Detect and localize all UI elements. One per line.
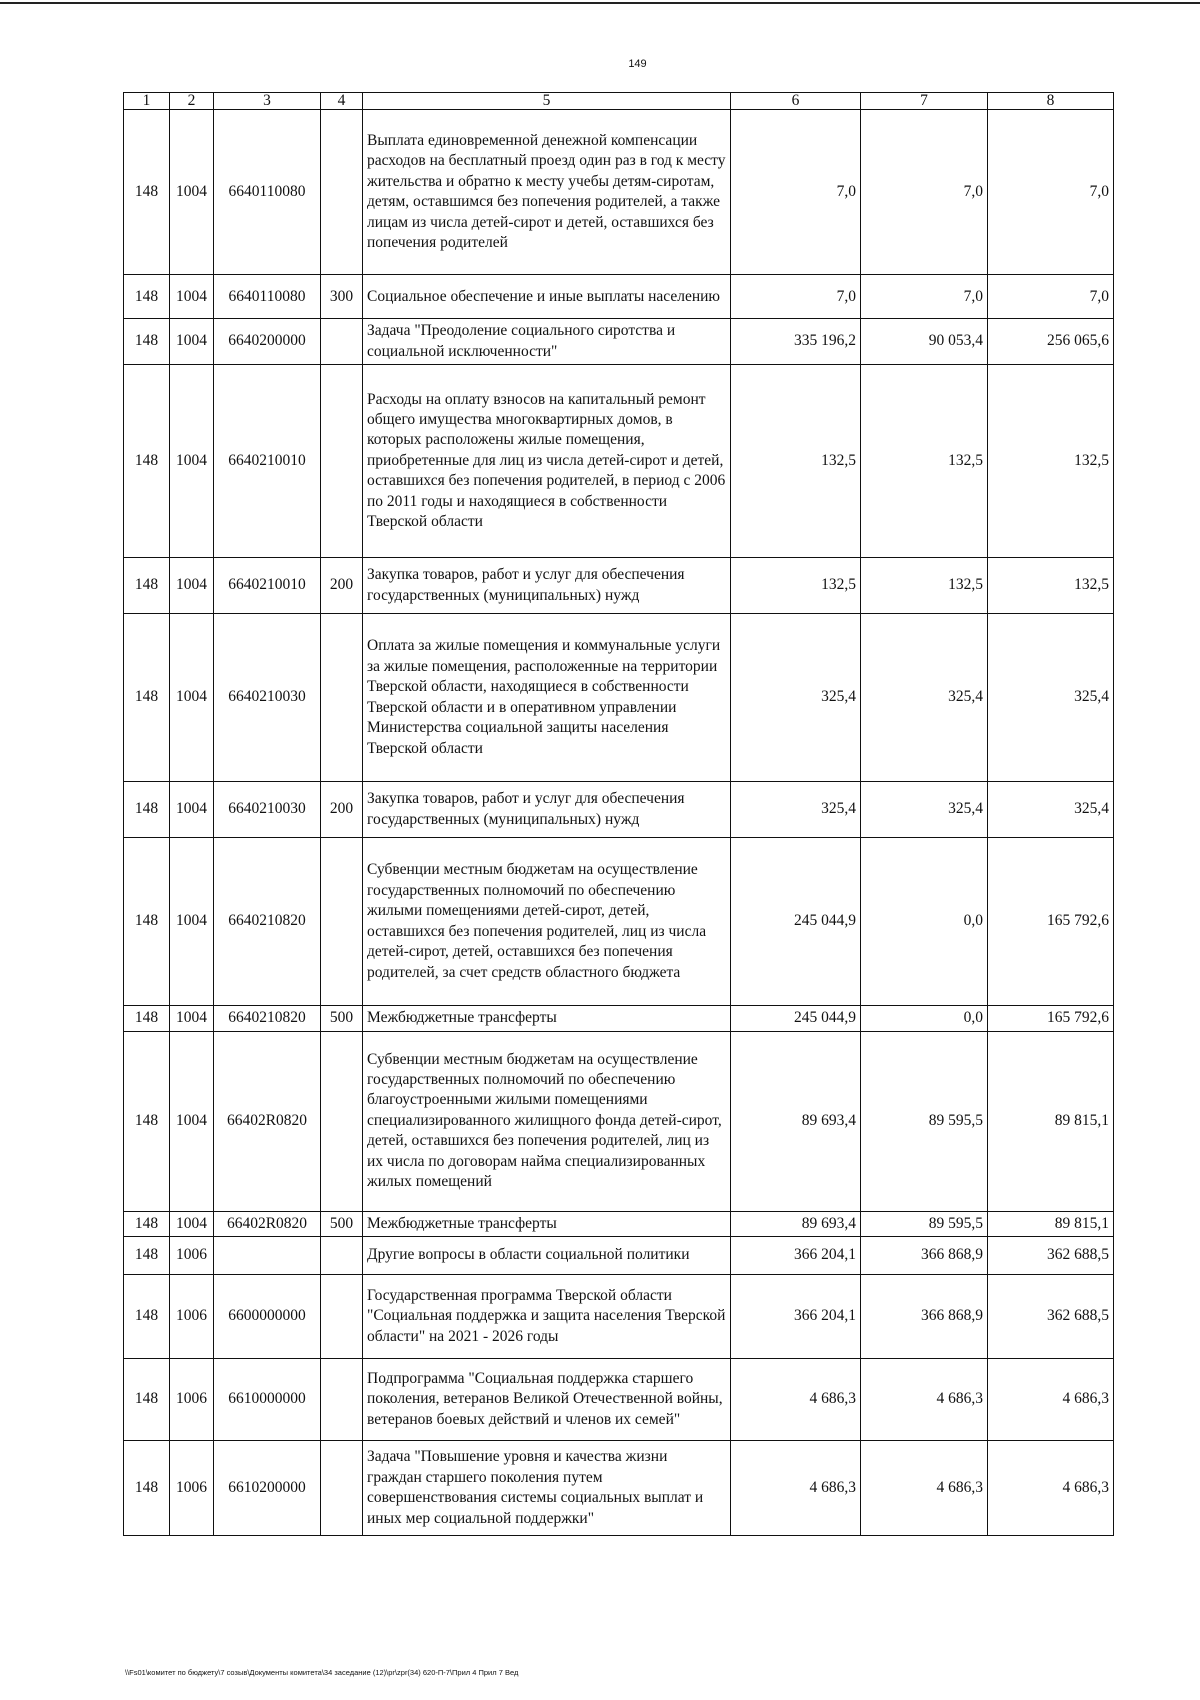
cell-amount-col7: 0,0: [861, 1006, 988, 1031]
cell-section-code: 1004: [170, 614, 214, 782]
cell-amount-col6: 89 693,4: [731, 1211, 861, 1236]
cell-description: Другие вопросы в области социальной политики: [363, 1237, 731, 1275]
table-row: [124, 1031, 1114, 1211]
cell-target-code: 6640210820: [214, 838, 321, 1006]
cell-amount-col6: 325,4: [731, 614, 861, 782]
cell-amount-col8: 7,0: [988, 110, 1114, 275]
table-row: [124, 614, 1114, 782]
cell-section-code: 1004: [170, 1006, 214, 1031]
page-number: 149: [628, 58, 647, 70]
cell-description: Задача "Повышение уровня и качества жизни граждан старшего поколения путем совершенствования системы социальных выплат и иных мер социальной поддержки": [363, 1441, 731, 1536]
table-row: [124, 1006, 1114, 1031]
cell-description: Социальное обеспечение и иные выплаты населению: [363, 275, 731, 319]
table-row: [124, 1275, 1114, 1359]
cell-target-code: 6640110080: [214, 110, 321, 275]
cell-amount-col6: 132,5: [731, 365, 861, 558]
cell-section-code: 1004: [170, 365, 214, 558]
cell-department-code: 148: [124, 1441, 170, 1536]
cell-amount-col7: 0,0: [861, 838, 988, 1006]
table-row: [124, 365, 1114, 558]
cell-amount-col8: 7,0: [988, 275, 1114, 319]
cell-amount-col7: 4 686,3: [861, 1441, 988, 1536]
cell-amount-col8: 4 686,3: [988, 1359, 1114, 1441]
cell-expense-type: [321, 365, 363, 558]
cell-target-code: 66402R0820: [214, 1031, 321, 1211]
cell-amount-col7: 132,5: [861, 558, 988, 614]
cell-department-code: 148: [124, 1275, 170, 1359]
table-row: [124, 319, 1114, 365]
cell-description: Выплата единовременной денежной компенсации расходов на бесплатный проезд один раз в год к месту жительства и обратно к месту учебы детям-сиротам, детям, оставшимся без попечения родителей, а также лицам из числа детей-сирот и детей, оставшихся без попечения родителей: [363, 110, 731, 275]
cell-amount-col6: 366 204,1: [731, 1275, 861, 1359]
cell-section-code: 1004: [170, 110, 214, 275]
cell-department-code: 148: [124, 319, 170, 365]
column-header: 3: [214, 93, 321, 110]
cell-target-code: 66402R0820: [214, 1211, 321, 1236]
cell-amount-col7: 325,4: [861, 782, 988, 838]
column-header: 6: [731, 93, 861, 110]
cell-section-code: 1006: [170, 1237, 214, 1275]
cell-amount-col8: 362 688,5: [988, 1275, 1114, 1359]
cell-expense-type: [321, 1275, 363, 1359]
table-row: [124, 1237, 1114, 1275]
cell-section-code: 1004: [170, 1031, 214, 1211]
column-header: 8: [988, 93, 1114, 110]
cell-department-code: 148: [124, 1237, 170, 1275]
cell-amount-col7: 366 868,9: [861, 1237, 988, 1275]
cell-description: Подпрограмма "Социальная поддержка старшего поколения, ветеранов Великой Отечественной войны, ветеранов боевых действий и членов их семей": [363, 1359, 731, 1441]
cell-amount-col7: 89 595,5: [861, 1211, 988, 1236]
cell-section-code: 1004: [170, 275, 214, 319]
cell-amount-col8: 132,5: [988, 558, 1114, 614]
cell-target-code: 6640210010: [214, 558, 321, 614]
cell-expense-type: [321, 1237, 363, 1275]
cell-department-code: 148: [124, 614, 170, 782]
column-header: 5: [363, 93, 731, 110]
cell-description: Задача "Преодоление социального сиротства и социальной исключенности": [363, 319, 731, 365]
cell-expense-type: 200: [321, 782, 363, 838]
cell-amount-col6: 7,0: [731, 110, 861, 275]
cell-section-code: 1006: [170, 1441, 214, 1536]
cell-amount-col8: 325,4: [988, 614, 1114, 782]
cell-description: Расходы на оплату взносов на капитальный ремонт общего имущества многоквартирных домов, в которых расположены жилые помещения, приобретенные для лиц из числа детей-сирот и детей, оставшихся без попечения родителей, в период с 2006 по 2011 годы и находящиеся в собственности Тверской области: [363, 365, 731, 558]
cell-amount-col8: 89 815,1: [988, 1031, 1114, 1211]
cell-description: Закупка товаров, работ и услуг для обеспечения государственных (муниципальных) нужд: [363, 558, 731, 614]
column-header: 2: [170, 93, 214, 110]
column-header: 4: [321, 93, 363, 110]
cell-department-code: 148: [124, 838, 170, 1006]
cell-expense-type: 200: [321, 558, 363, 614]
cell-expense-type: [321, 1441, 363, 1536]
cell-expense-type: [321, 319, 363, 365]
table-row: [124, 110, 1114, 275]
cell-section-code: 1004: [170, 319, 214, 365]
cell-description: Субвенции местным бюджетам на осуществление государственных полномочий по обеспечению жилыми помещениями детей-сирот, детей, оставшихся без попечения родителей, лиц из числа детей-сирот, детей, оставшихся без попечения родителей, за счет средств областного бюджета: [363, 838, 731, 1006]
table-row: [124, 558, 1114, 614]
cell-department-code: 148: [124, 558, 170, 614]
cell-target-code: 6610200000: [214, 1441, 321, 1536]
cell-amount-col6: 325,4: [731, 782, 861, 838]
cell-department-code: 148: [124, 1211, 170, 1236]
cell-department-code: 148: [124, 1359, 170, 1441]
table-row: [124, 275, 1114, 319]
cell-amount-col8: 89 815,1: [988, 1211, 1114, 1236]
cell-amount-col8: 165 792,6: [988, 1006, 1114, 1031]
cell-target-code: 6640210820: [214, 1006, 321, 1031]
cell-amount-col8: 256 065,6: [988, 319, 1114, 365]
budget-table: [123, 92, 1114, 1536]
cell-department-code: 148: [124, 110, 170, 275]
cell-amount-col7: 132,5: [861, 365, 988, 558]
cell-amount-col6: 245 044,9: [731, 838, 861, 1006]
cell-target-code: 6640200000: [214, 319, 321, 365]
footer-file-path: \\Fs01\комитет по бюджету\7 созыв\Документы комитета\34 заседание (12)\pr\zpr(34) 620-П-7\Прил 4 Прил 7 Вед: [125, 1668, 519, 1677]
cell-amount-col8: 165 792,6: [988, 838, 1114, 1006]
cell-target-code: 6600000000: [214, 1275, 321, 1359]
cell-description: Оплата за жилые помещения и коммунальные услуги за жилые помещения, расположенные на территории Тверской области, находящиеся в собственности Тверской области и в оперативном управлении Министерства социальной защиты населения Тверской области: [363, 614, 731, 782]
cell-expense-type: [321, 110, 363, 275]
cell-amount-col7: 7,0: [861, 110, 988, 275]
cell-amount-col7: 325,4: [861, 614, 988, 782]
cell-expense-type: [321, 614, 363, 782]
cell-amount-col6: 7,0: [731, 275, 861, 319]
column-header: 1: [124, 93, 170, 110]
cell-expense-type: [321, 1359, 363, 1441]
cell-amount-col8: 362 688,5: [988, 1237, 1114, 1275]
table-row: [124, 1441, 1114, 1536]
cell-expense-type: [321, 838, 363, 1006]
cell-section-code: 1004: [170, 782, 214, 838]
cell-target-code: [214, 1237, 321, 1275]
top-border-line: [0, 2, 1200, 4]
cell-expense-type: 500: [321, 1006, 363, 1031]
cell-description: Субвенции местным бюджетам на осуществление государственных полномочий по обеспечению благоустроенными жилыми помещениями специализированного жилищного фонда детей-сирот, детей, оставшихся без попечения родителей, лиц из их числа по договорам найма специализированных жилых помещений: [363, 1031, 731, 1211]
table-row: [124, 838, 1114, 1006]
cell-description: Государственная программа Тверской области "Социальная поддержка и защита населения Тверской области" на 2021 - 2026 годы: [363, 1275, 731, 1359]
column-header: 7: [861, 93, 988, 110]
table-row: [124, 782, 1114, 838]
cell-expense-type: 300: [321, 275, 363, 319]
cell-description: Межбюджетные трансферты: [363, 1006, 731, 1031]
cell-amount-col6: 366 204,1: [731, 1237, 861, 1275]
cell-section-code: 1006: [170, 1359, 214, 1441]
cell-section-code: 1006: [170, 1275, 214, 1359]
cell-section-code: 1004: [170, 558, 214, 614]
cell-description: Межбюджетные трансферты: [363, 1211, 731, 1236]
cell-amount-col7: 4 686,3: [861, 1359, 988, 1441]
cell-department-code: 148: [124, 1006, 170, 1031]
cell-amount-col8: 325,4: [988, 782, 1114, 838]
cell-department-code: 148: [124, 275, 170, 319]
cell-amount-col6: 245 044,9: [731, 1006, 861, 1031]
cell-amount-col6: 89 693,4: [731, 1031, 861, 1211]
table-row: [124, 1359, 1114, 1441]
cell-amount-col8: 132,5: [988, 365, 1114, 558]
cell-department-code: 148: [124, 1031, 170, 1211]
cell-target-code: 6640110080: [214, 275, 321, 319]
cell-target-code: 6610000000: [214, 1359, 321, 1441]
cell-target-code: 6640210030: [214, 782, 321, 838]
cell-amount-col6: 132,5: [731, 558, 861, 614]
cell-amount-col7: 90 053,4: [861, 319, 988, 365]
cell-department-code: 148: [124, 782, 170, 838]
cell-section-code: 1004: [170, 1211, 214, 1236]
cell-amount-col7: 7,0: [861, 275, 988, 319]
cell-target-code: 6640210010: [214, 365, 321, 558]
cell-amount-col6: 335 196,2: [731, 319, 861, 365]
cell-expense-type: 500: [321, 1211, 363, 1236]
cell-amount-col6: 4 686,3: [731, 1359, 861, 1441]
cell-target-code: 6640210030: [214, 614, 321, 782]
cell-amount-col6: 4 686,3: [731, 1441, 861, 1536]
cell-amount-col7: 89 595,5: [861, 1031, 988, 1211]
cell-section-code: 1004: [170, 838, 214, 1006]
table-row: [124, 1211, 1114, 1236]
cell-department-code: 148: [124, 365, 170, 558]
table-header-row: [124, 93, 1114, 110]
cell-amount-col8: 4 686,3: [988, 1441, 1114, 1536]
cell-description: Закупка товаров, работ и услуг для обеспечения государственных (муниципальных) нужд: [363, 782, 731, 838]
cell-expense-type: [321, 1031, 363, 1211]
cell-amount-col7: 366 868,9: [861, 1275, 988, 1359]
